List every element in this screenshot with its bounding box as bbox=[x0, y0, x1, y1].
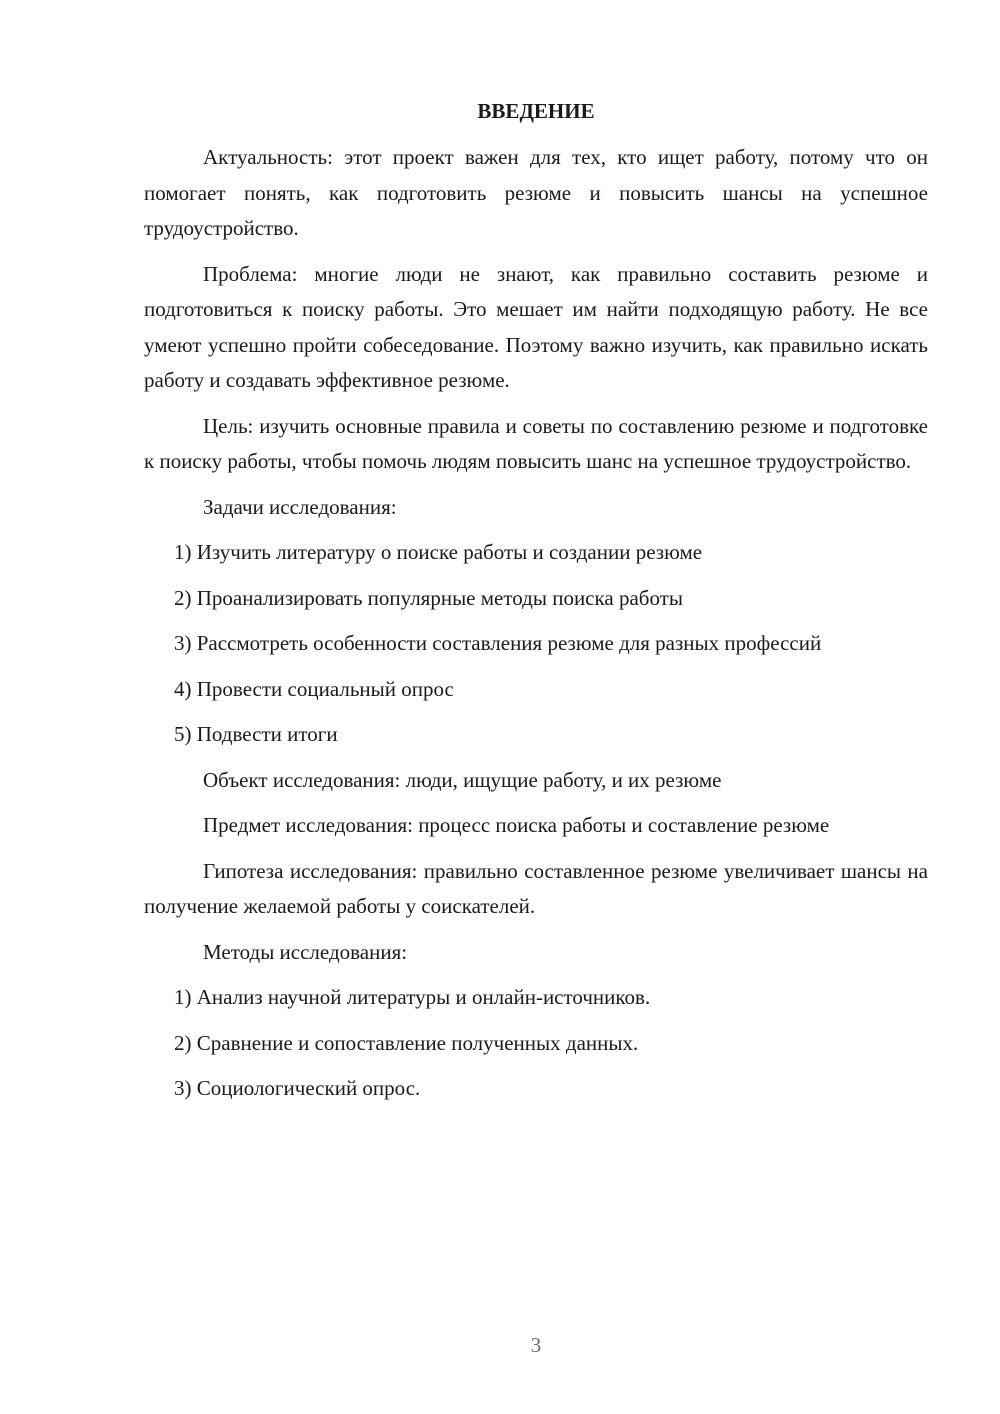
task-item-4: 4) Провести социальный опрос bbox=[174, 676, 454, 701]
paragraph-tasks-heading: Задачи исследования: bbox=[203, 494, 397, 519]
paragraph-goal: Цель: изучить основные правила и советы по составлению резюме и подготовке к поиску работы, чтобы помочь людям повысить шанс на успешное трудоустройство. bbox=[144, 413, 928, 473]
task-item-5: 5) Подвести итоги bbox=[174, 722, 338, 746]
paragraph-problem: Проблема: многие люди не знают, как правильно составить резюме и подготовиться к поиску работы. Это мешает им найти подходящую работу. Не все умеют успешно пройти собеседование. Поэтому важно изучить, как правильно искать работу и создавать эффективное резюме. bbox=[144, 261, 928, 392]
method-item-1: 1) Анализ научной литературы и онлайн-источников. bbox=[174, 985, 651, 1009]
method-item-3: 3) Социологический опрос. bbox=[174, 1076, 421, 1100]
method-item-2: 2) Сравнение и сопоставление полученных данных. bbox=[174, 1030, 639, 1055]
page-number: 3 bbox=[530, 1333, 542, 1357]
section-title: ВВЕДЕНИЕ bbox=[477, 99, 595, 123]
paragraph-hypothesis: Гипотеза исследования: правильно составленное резюме увеличивает шансы на получение желаемой работы у соискателей. bbox=[144, 858, 928, 918]
page-content bbox=[144, 96, 928, 1117]
paragraph-subject: Предмет исследования: процесс поиска работы и составление резюме bbox=[203, 813, 830, 837]
task-item-3: 3) Рассмотреть особенности составления резюме для разных профессий bbox=[174, 631, 822, 655]
paragraph-object: Объект исследования: люди, ищущие работу, и их резюме bbox=[203, 767, 722, 792]
task-item-2: 2) Проанализировать популярные методы поиска работы bbox=[174, 585, 683, 610]
paragraph-relevance: Актуальность: этот проект важен для тех, кто ищет работу, потому что он помогает понять, как подготовить резюме и повысить шансы на успешное трудоустройство. bbox=[144, 145, 928, 240]
task-item-1: 1) Изучить литературу о поиске работы и создании резюме bbox=[174, 540, 703, 564]
paragraph-methods-heading: Методы исследования: bbox=[203, 939, 408, 964]
